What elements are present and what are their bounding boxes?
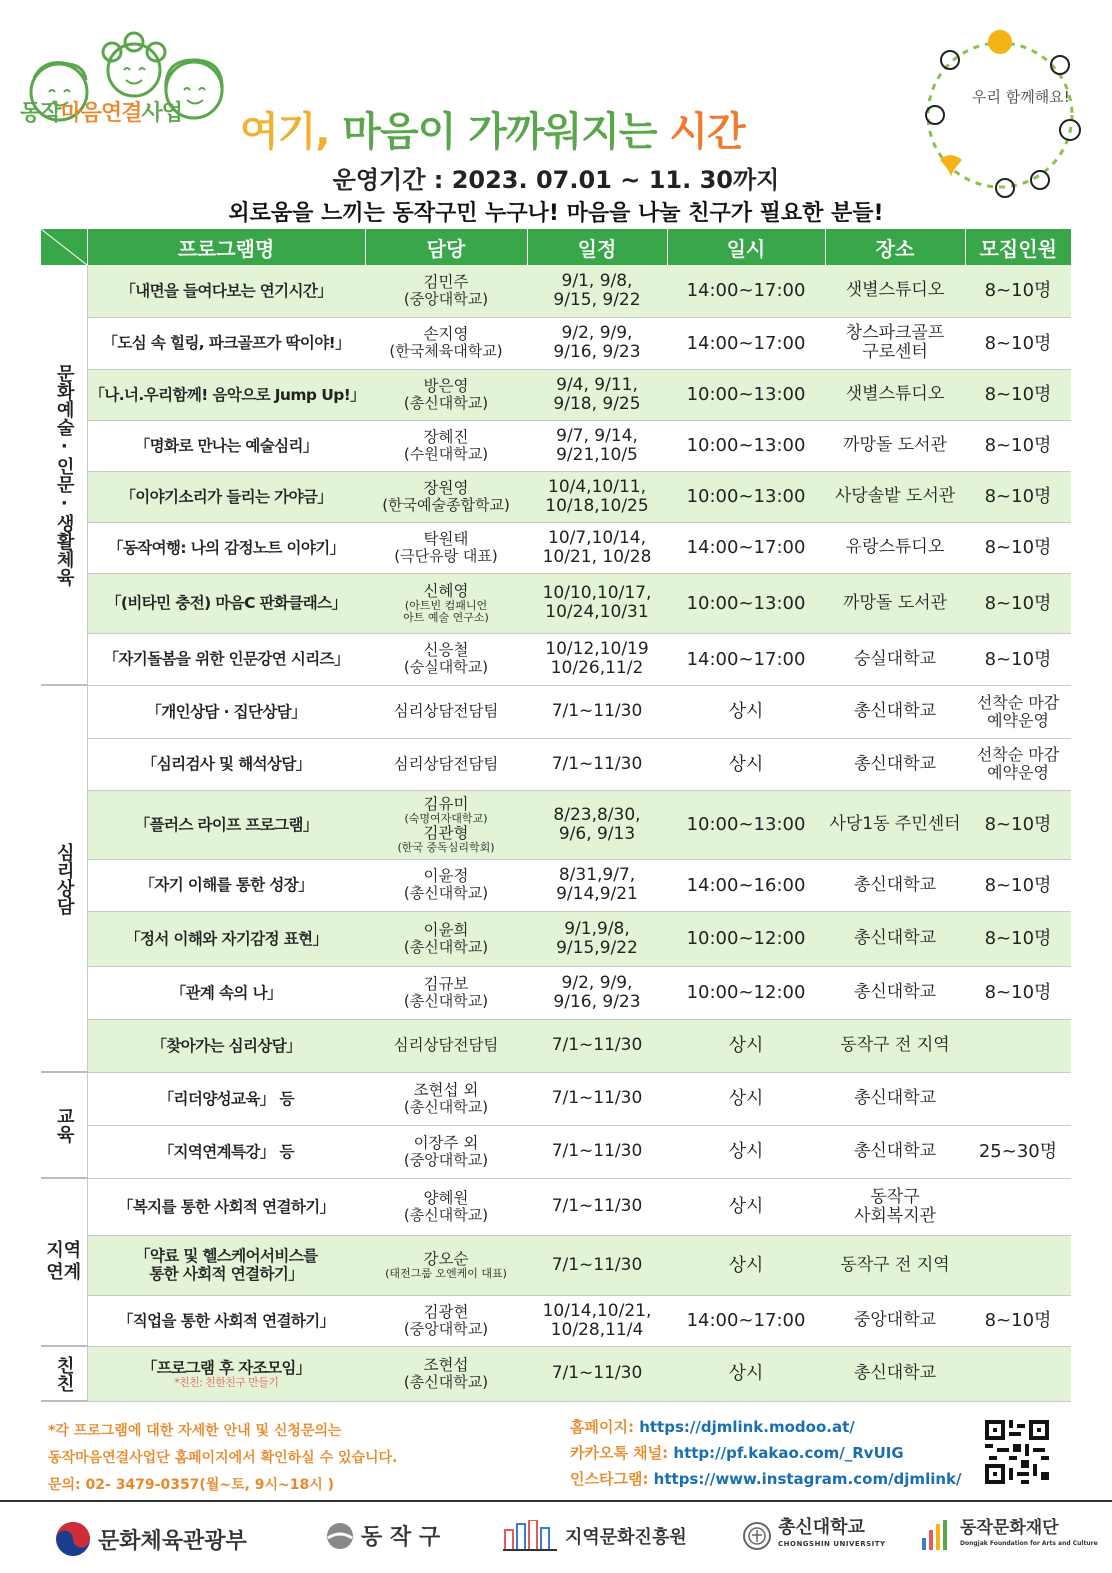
time: 상시 <box>667 1178 825 1235</box>
place: 동작구 전 지역 <box>825 1019 965 1072</box>
time: 10:00~12:00 <box>667 966 825 1019</box>
recruit <box>965 1346 1071 1401</box>
place: 총신대학교 <box>825 685 965 738</box>
schedule: 7/1~11/30 <box>527 1019 667 1072</box>
schedule: 10/7,10/14, 10/21, 10/28 <box>527 522 667 573</box>
table-row <box>41 369 1071 420</box>
schedule: 7/1~11/30 <box>527 685 667 738</box>
program-name: 「나.너.우리함께! 음악으로 Jump Up!」 <box>87 369 365 420</box>
responsible: 이윤정 (총신대학교) <box>365 859 527 911</box>
category-culture: 문화예술·인문·생활체육 <box>41 265 87 685</box>
table-row <box>41 1072 1071 1125</box>
schedule: 9/1,9/8, 9/15,9/22 <box>527 911 667 966</box>
place: 중앙대학교 <box>825 1295 965 1346</box>
footer-notes <box>48 1418 397 1499</box>
category-edu: 교육 <box>41 1072 87 1178</box>
responsible-org: (숙명여자대학교) <box>404 811 488 825</box>
footer-contact: 문의: 02- 3479-0357(월~토, 9시~18시 ) <box>48 1477 335 1493</box>
recruit: 8~10명 <box>965 633 1071 685</box>
responsible: 장원영 (한국예술종합학교) <box>365 471 527 522</box>
program-name: 「이야기소리가 들리는 가야금」 <box>87 471 365 522</box>
time: 14:00~16:00 <box>667 859 825 911</box>
program-name: 「찾아가는 심리상담」 <box>87 1019 365 1072</box>
time: 10:00~13:00 <box>667 420 825 471</box>
responsible-org: (아트빈 컴패니언 아트 예술 연구소) <box>403 598 489 624</box>
program-name: 「심리검사 및 해석상담」 <box>87 738 365 790</box>
responsible: 조현섭 (총신대학교) <box>365 1346 527 1401</box>
responsible-org: (한국예술종합학교) <box>382 495 510 514</box>
partner-dongjak-foundation: 동작문화재단 Dongjak Foundation for Arts and Culture <box>920 1520 1098 1552</box>
recruit: 8~10명 <box>965 859 1071 911</box>
responsible: 김규보 (총신대학교) <box>365 966 527 1019</box>
table-row <box>41 685 1071 738</box>
responsible-org: (총신대학교) <box>403 937 489 956</box>
schedule: 7/1~11/30 <box>527 738 667 790</box>
responsible-org: (숭실대학교) <box>403 658 489 676</box>
dongjak-emblem-icon <box>325 1521 355 1551</box>
time: 상시 <box>667 1235 825 1295</box>
recruit: 선착순 마감 예약운영 <box>965 685 1071 738</box>
responsible: 이장주 외 (중앙대학교) <box>365 1125 527 1178</box>
table-row <box>41 573 1071 633</box>
schedule: 10/10,10/17, 10/24,10/31 <box>527 573 667 633</box>
header-time: 일시 <box>667 229 825 265</box>
schedule: 10/12,10/19 10/26,11/2 <box>527 633 667 685</box>
schedule: 10/14,10/21, 10/28,11/4 <box>527 1295 667 1346</box>
time: 상시 <box>667 685 825 738</box>
schedule: 10/4,10/11, 10/18,10/25 <box>527 471 667 522</box>
time: 10:00~13:00 <box>667 573 825 633</box>
header-program: 프로그램명 <box>87 229 365 265</box>
time: 10:00~13:00 <box>667 790 825 859</box>
recruit: 8~10명 <box>965 265 1071 317</box>
target-audience: 외로움을 느끼는 동작구민 누구나! 마음을 나눌 친구가 필요한 분들! <box>228 201 884 226</box>
responsible: 방은영 (총신대학교) <box>365 369 527 420</box>
partner-chongshin: 총신대학교 CHONGSHIN UNIVERSITY <box>742 1520 886 1552</box>
time: 상시 <box>667 738 825 790</box>
schedule: 7/1~11/30 <box>527 1125 667 1178</box>
operation-period: 운영기간 : 2023. 07.01 ~ 11. 30까지 <box>332 166 780 194</box>
recruit: 8~10명 <box>965 1295 1071 1346</box>
schedule: 9/1, 9/8, 9/15, 9/22 <box>527 265 667 317</box>
homepage-label: 홈페이지: <box>570 1418 640 1436</box>
category-counsel: 심리상담 <box>41 685 87 1072</box>
kakao-label: 카카오톡 채널: <box>570 1444 674 1462</box>
responsible: 신응철 (숭실대학교) <box>365 633 527 685</box>
category-region: 지역 연계 <box>41 1178 87 1346</box>
place: 창스파크골프 구로센터 <box>825 317 965 369</box>
responsible: 이윤희 (총신대학교) <box>365 911 527 966</box>
table-row <box>41 265 1071 317</box>
header-recruit: 모집인원 <box>965 229 1071 265</box>
responsible: 손지영 (한국체육대학교) <box>365 317 527 369</box>
table-row <box>41 966 1071 1019</box>
responsible-2: 김관형 <box>423 823 469 842</box>
place: 숭실대학교 <box>825 633 965 685</box>
place: 총신대학교 <box>825 1072 965 1125</box>
recruit <box>965 1178 1071 1235</box>
responsible: 심리상담전담팀 <box>365 738 527 790</box>
program-name: 「자기 이해를 통한 성장」 <box>87 859 365 911</box>
time: 10:00~13:00 <box>667 369 825 420</box>
responsible: 장혜진 (수원대학교) <box>365 420 527 471</box>
recruit <box>965 1019 1071 1072</box>
time: 14:00~17:00 <box>667 1295 825 1346</box>
table-header-row <box>41 229 1071 265</box>
partner-regional-culture: 지역문화진흥원 <box>503 1520 687 1552</box>
schedule: 7/1~11/30 <box>527 1346 667 1401</box>
responsible-org: (총신대학교) <box>403 884 489 902</box>
footer-divider <box>0 1500 1112 1502</box>
schedule: 8/23,8/30, 9/6, 9/13 <box>527 790 667 859</box>
schedule: 9/2, 9/9, 9/16, 9/23 <box>527 966 667 1019</box>
time: 상시 <box>667 1125 825 1178</box>
recruit: 8~10명 <box>965 471 1071 522</box>
homepage-link[interactable]: https://djmlink.modoo.at/ <box>639 1418 855 1436</box>
schedule: 8/31,9/7, 9/14,9/21 <box>527 859 667 911</box>
header-responsible: 담당 <box>365 229 527 265</box>
program-name: 「프로그램 후 자조모임」 *친친: 친한친구 만들기 <box>87 1346 365 1401</box>
program-note: *친친: 친한친구 만들기 <box>174 1375 279 1389</box>
table-row <box>41 633 1071 685</box>
recruit: 8~10명 <box>965 522 1071 573</box>
place: 사당솔밭 도서관 <box>825 471 965 522</box>
place: 샛별스튜디오 <box>825 265 965 317</box>
time: 14:00~17:00 <box>667 522 825 573</box>
footer-note-1: *각 프로그램에 대한 자세한 안내 및 신청문의는 <box>48 1423 342 1439</box>
partner-ministry: 문화체육관광부 <box>54 1520 247 1558</box>
insta-link[interactable]: https://www.instagram.com/djmlink/ <box>653 1470 962 1488</box>
responsible: 조현섭 외 (총신대학교) <box>365 1072 527 1125</box>
logo-text: 동작마음연결사업 <box>20 101 183 126</box>
table-row <box>41 317 1071 369</box>
schedule: 7/1~11/30 <box>527 1235 667 1295</box>
program-name: 「정서 이해와 자기감정 표현」 <box>87 911 365 966</box>
table-row <box>41 1295 1071 1346</box>
responsible-org: (총신대학교) <box>403 1097 489 1116</box>
place: 동작구 사회복지관 <box>825 1178 965 1235</box>
table-row <box>41 1346 1071 1401</box>
table-row <box>41 1235 1071 1295</box>
qr-code-icon[interactable] <box>985 1420 1049 1484</box>
kakao-link[interactable]: http://pf.kakao.com/_RvUIG <box>673 1444 904 1462</box>
responsible: 탁원태 (극단유랑 대표) <box>365 522 527 573</box>
table-row <box>41 911 1071 966</box>
regional-culture-logo-icon <box>503 1520 559 1552</box>
recruit: 8~10명 <box>965 790 1071 859</box>
category-friend: 친친 <box>41 1346 87 1401</box>
time: 상시 <box>667 1072 825 1125</box>
responsible: 강오순 (태전그룹 오엔케이 대표) <box>365 1235 527 1295</box>
place: 총신대학교 <box>825 1125 965 1178</box>
foundation-bars-icon <box>920 1520 954 1552</box>
time: 14:00~17:00 <box>667 265 825 317</box>
recruit <box>965 1072 1071 1125</box>
place: 총신대학교 <box>825 738 965 790</box>
schedule: 9/7, 9/14, 9/21,10/5 <box>527 420 667 471</box>
place: 샛별스튜디오 <box>825 369 965 420</box>
responsible-org: (총신대학교) <box>403 1205 489 1224</box>
place: 총신대학교 <box>825 1346 965 1401</box>
responsible-org: (한국체육대학교) <box>389 342 503 360</box>
table-row <box>41 790 1071 859</box>
partner-dongjak-gu: 동 작 구 <box>325 1520 440 1551</box>
header-corner <box>41 229 87 265</box>
responsible-org: (중앙대학교) <box>403 1150 489 1169</box>
recruit: 25~30명 <box>965 1125 1071 1178</box>
responsible-org: (총신대학교) <box>403 1372 489 1391</box>
program-name: 「도심 속 힐링, 파크골프가 딱이야!」 <box>87 317 365 369</box>
program-name: 「자기돌봄을 위한 인문강연 시리즈」 <box>87 633 365 685</box>
responsible: 심리상담전담팀 <box>365 685 527 738</box>
footer-links <box>570 1414 961 1492</box>
table-row <box>41 420 1071 471</box>
responsible: 김유미 (숙명여자대학교) 김관형 (한국 중독심리학회) <box>365 790 527 859</box>
recruit: 8~10명 <box>965 369 1071 420</box>
schedule: 9/4, 9/11, 9/18, 9/25 <box>527 369 667 420</box>
program-name: 「내면을 들여다보는 연기시간」 <box>87 265 365 317</box>
program-name: 「동작여행: 나의 감정노트 이야기」 <box>87 522 365 573</box>
place: 총신대학교 <box>825 859 965 911</box>
recruit: 8~10명 <box>965 966 1071 1019</box>
table-row <box>41 1019 1071 1072</box>
program-name: 「직업을 통한 사회적 연결하기」 <box>87 1295 365 1346</box>
insta-label: 인스타그램: <box>570 1470 654 1488</box>
place: 유랑스튜디오 <box>825 522 965 573</box>
program-name: 「관계 속의 나」 <box>87 966 365 1019</box>
responsible-2-org: (한국 중독심리학회) <box>397 840 495 854</box>
table-row <box>41 859 1071 911</box>
responsible-org: (총신대학교) <box>403 393 489 412</box>
place: 까망돌 도서관 <box>825 573 965 633</box>
recruit: 선착순 마감 예약운영 <box>965 738 1071 790</box>
place: 동작구 전 지역 <box>825 1235 965 1295</box>
responsible-org: (수원대학교) <box>403 444 489 463</box>
schedule: 9/2, 9/9, 9/16, 9/23 <box>527 317 667 369</box>
program-name: 「복지를 통한 사회적 연결하기」 <box>87 1178 365 1235</box>
program-name: 「지역연계특강」 등 <box>87 1125 365 1178</box>
responsible-org: (극단유랑 대표) <box>394 546 498 565</box>
time: 14:00~17:00 <box>667 317 825 369</box>
footer-note-2: 동작마음연결사업단 홈페이지에서 확인하실 수 있습니다. <box>48 1450 398 1466</box>
responsible: 김광현 (중앙대학교) <box>365 1295 527 1346</box>
responsible-org: (태전그룹 오엔케이 대표) <box>385 1266 507 1280</box>
table-row <box>41 471 1071 522</box>
header-schedule: 일정 <box>527 229 667 265</box>
recruit: 8~10명 <box>965 911 1071 966</box>
program-name: 「리더양성교육」 등 <box>87 1072 365 1125</box>
time: 10:00~13:00 <box>667 471 825 522</box>
program-name: 「플러스 라이프 프로그램」 <box>87 790 365 859</box>
svg-text:우리 함께해요!: 우리 함께해요! <box>972 88 1070 106</box>
place: 총신대학교 <box>825 911 965 966</box>
program-name: 「(비타민 충전) 마음C 판화클래스」 <box>87 573 365 633</box>
table-row <box>41 522 1071 573</box>
table-row <box>41 738 1071 790</box>
responsible: 심리상담전담팀 <box>365 1019 527 1072</box>
taegeuk-icon <box>54 1520 92 1558</box>
program-name: 「개인상담 · 집단상담」 <box>87 685 365 738</box>
recruit <box>965 1235 1071 1295</box>
time: 10:00~12:00 <box>667 911 825 966</box>
time: 상시 <box>667 1019 825 1072</box>
time: 상시 <box>667 1346 825 1401</box>
diagonal-line-icon <box>41 229 87 265</box>
program-name: 「명화로 만나는 예술심리」 <box>87 420 365 471</box>
table-row <box>41 1178 1071 1235</box>
recruit: 8~10명 <box>965 420 1071 471</box>
responsible-org: (총신대학교) <box>403 991 489 1010</box>
place: 까망돌 도서관 <box>825 420 965 471</box>
program-name: 「약료 및 헬스케어서비스를 통한 사회적 연결하기」 <box>87 1235 365 1295</box>
place: 총신대학교 <box>825 966 965 1019</box>
responsible: 양혜원 (총신대학교) <box>365 1178 527 1235</box>
program-table <box>41 229 1071 1402</box>
chongshin-emblem-icon <box>742 1521 772 1551</box>
partner-logos <box>0 1508 1112 1568</box>
recruit: 8~10명 <box>965 573 1071 633</box>
schedule: 7/1~11/30 <box>527 1072 667 1125</box>
responsible-org: (중앙대학교) <box>403 1319 489 1338</box>
table-row <box>41 1125 1071 1178</box>
header-place: 장소 <box>825 229 965 265</box>
responsible-org: (중앙대학교) <box>403 289 489 308</box>
responsible: 신혜영 (아트빈 컴패니언 아트 예술 연구소) <box>365 573 527 633</box>
recruit: 8~10명 <box>965 317 1071 369</box>
schedule: 7/1~11/30 <box>527 1178 667 1235</box>
time: 14:00~17:00 <box>667 633 825 685</box>
responsible: 김민주 (중앙대학교) <box>365 265 527 317</box>
place: 사당1동 주민센터 <box>825 790 965 859</box>
page-title: 여기, 마음이 가까워지는 시간 <box>240 109 745 155</box>
